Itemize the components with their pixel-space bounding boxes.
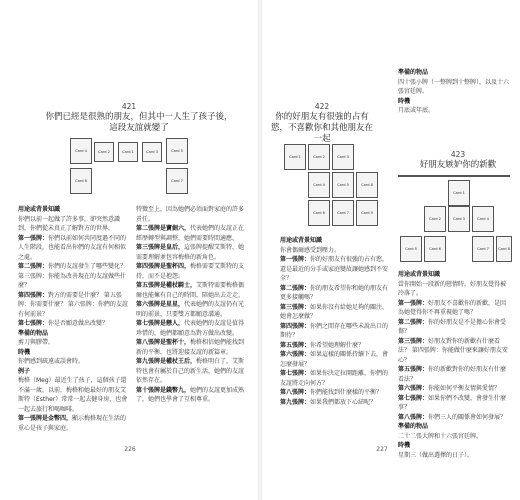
paragraph: 第一張牌是金幣四，顯示梅格現在生活的重心是孩子與家庭。 <box>18 415 127 432</box>
spread-number: 422 <box>314 102 330 111</box>
paragraph: 第十張牌是錢幣九，她們的友誼更加成熟了，她們也學會了互相尊重。 <box>136 386 245 403</box>
right-column-2 <box>398 270 510 459</box>
paragraph: 第一張牌：好朋友不喜歡你的新歡，是因為她覺得你不再重視她了嗎？ <box>398 299 507 316</box>
paragraph: 時機 <box>398 97 411 105</box>
card: Card 1 <box>284 144 306 170</box>
paragraph: 第四張牌：對方的需要是什麼？ 第五張牌：你需要什麼？ 第六張牌：你們的友誼有何前景？ <box>18 291 128 318</box>
card: Card 3 <box>332 144 354 170</box>
paragraph: 第七張牌是戀人，代表她們的友誼是值得珍惜的，她們都願意為對方做出改變。 <box>136 320 245 337</box>
right-column-2-top <box>398 68 510 114</box>
paragraph: 第六張牌：你能如何平衡友情與愛情？ <box>398 385 501 392</box>
page-number: 226 <box>124 446 136 453</box>
paragraph: 第三張牌：好朋友對你的新歡有什麼看法？ 第四張牌：你能做什麼來讓好朋友安心？ <box>398 337 508 364</box>
card: Card 1 <box>118 142 138 162</box>
right-page <box>262 0 520 500</box>
paragraph: 第四張牌：你們之間存在哪些未說出口的期待？ <box>280 322 389 339</box>
paragraph: 你們感到疏遠或誤會時。 <box>18 358 85 365</box>
paragraph: 第二張牌是寶劍六，代表她們的友誼正在經歷轉型與調整，她們需要時間適應。 <box>136 225 245 242</box>
paragraph: 用途或背景知識 <box>18 206 61 213</box>
card: Card 4 <box>308 172 330 198</box>
paragraph: 準備的物品 <box>398 423 429 430</box>
left-page <box>0 0 258 500</box>
card: Card 1 <box>448 180 470 206</box>
card: Card 9 <box>356 200 378 226</box>
card: Card 5 <box>332 172 354 198</box>
paragraph: 時機 <box>18 348 31 356</box>
card: Card 2 <box>94 142 114 162</box>
paragraph: 第五張牌：你的新歡對你的好朋友有什麼看法？ <box>398 366 507 383</box>
right-column-1 <box>280 236 392 436</box>
paragraph: 第八張牌：你們能找到什麼樣的平衡？ <box>280 389 383 396</box>
paragraph: 當你開始一段新的戀情時，好朋友覺得被冷落了。 <box>398 280 507 297</box>
paragraph: 特徵至上，因為她們必須面對家庭的許多責任。 <box>136 206 245 223</box>
paragraph: 月底或年底。 <box>398 107 435 114</box>
paragraph: 四十張小牌（一整牌到十整牌），以及十六張宮廷牌。 <box>398 78 510 95</box>
card: Card 3 <box>448 206 470 232</box>
paragraph: 星期三（做出選擇的日子）。 <box>398 451 474 459</box>
paragraph: 第五張牌：你希望她理解什麼？ <box>280 341 365 349</box>
paragraph: 時機 <box>398 442 411 449</box>
left-column-1 <box>18 205 130 435</box>
paragraph: 第一張牌：你的好朋友有很強的占有慾，還是最近的分手或家庭變故讓她感到不安全？ <box>280 256 389 282</box>
card: Card 6 <box>70 168 92 194</box>
card: Card 4 <box>70 138 92 164</box>
paragraph: 第一張牌：你們以前如何共同度過不同的人生階段，也能看出你們的友誼有何相似之處。 <box>18 234 127 261</box>
paragraph: 第五張牌是權杖騎士，艾斯特需要梅格偶爾也能擁有自己的時間，陪她出去走走。 <box>136 282 245 299</box>
card: Card 7 <box>472 236 494 262</box>
card: Card 3 <box>142 142 162 162</box>
spread-title: 你們已經是很熟的朋友，但其中一人生了孩子後，這段友誼就變了 <box>45 112 233 133</box>
left-column-2 <box>136 205 248 435</box>
paragraph: 你們以前一起做了許多事，卻突然意識到，你們從未真正了解對方的世界。 <box>18 215 121 232</box>
paragraph: 第四張牌是聖杯四，梅格需要艾斯特的支持，而不是抱怨。 <box>136 263 245 280</box>
paragraph: 第九張牌是權杖王后，梅格明白了，艾斯特也會有屬於自己的新生活，她們的友誼依然存在。 <box>136 358 245 384</box>
paragraph: 第二張牌：你的朋友希望你和她的朋友有更多接觸嗎？ <box>280 284 389 301</box>
paragraph: 你會偶爾感受到壓力。 <box>280 246 341 254</box>
paragraph: 第九張牌：如果我們都放下心結呢？ <box>280 398 377 406</box>
spread-title: 好朋友嫉妒你的新歡 <box>419 160 497 170</box>
card: Card 6 <box>424 236 446 262</box>
paragraph: 第二張牌：你的好朋友是不是擔心你會受傷？ <box>398 318 507 335</box>
paragraph: 第七張牌：如果你決定拉開距離，你們的友誼將走向何方？ <box>280 370 389 387</box>
page-number: 227 <box>376 446 388 453</box>
card: Card 8 <box>356 172 378 198</box>
paragraph: 用途或背景知識 <box>398 271 441 278</box>
paragraph: 剪刀與膠帶。 <box>18 339 55 346</box>
paragraph: 例子 <box>18 367 31 375</box>
paragraph: 準備的物品 <box>18 329 49 337</box>
spread-title: 你的好朋友有很強的占有慾，不喜歡你和其他朋友在一起 <box>270 112 373 144</box>
card: Card 5 <box>400 236 422 262</box>
card: Card 6 <box>308 200 330 226</box>
paragraph: 準備的物品 <box>398 69 429 76</box>
title-underline <box>398 175 510 177</box>
card: Card 5 <box>166 138 188 164</box>
paragraph: 第二張牌：你們的友誼發生了哪些變化？ 第三張牌：你能為改善現在的友誼做些什麼？ <box>18 263 127 289</box>
paragraph: 第八張牌是聖杯十，梅格相信她們能找到新的平衡，也將迎接友誼的新篇章。 <box>136 339 245 356</box>
card: Card 7 <box>332 200 354 226</box>
paragraph: 第七張牌：如果你們不改變，會發生什麼事？ <box>398 394 507 411</box>
paragraph: 第三張牌是皇后，這張牌提醒艾斯特，她需要理解並包容梅格的新角色。 <box>136 244 245 261</box>
paragraph: 第三張牌：如果你沒有給她足夠的關注，她會怎麼做？ <box>280 303 389 320</box>
spread-number: 423 <box>450 150 466 159</box>
card: Card 2 <box>424 206 446 232</box>
card: Card 7 <box>166 168 188 194</box>
card: Card 4 <box>472 206 494 232</box>
paragraph: 第六張牌是星星，代表她們的友誼仍有光明的前景，只要雙方都願意溝通。 <box>136 301 245 318</box>
paragraph: 第八張牌：你們三人的關係會如何發展？ <box>398 413 507 421</box>
paragraph: 第七張牌：你是否願意做出改變？ <box>18 320 109 327</box>
paragraph: 第六張牌：如果這樣的關係持續下去，會怎麼發展？ <box>280 351 389 368</box>
card: Card 8 <box>496 236 512 262</box>
paragraph: 梅格（Meg）最近生了孩子，這個孩子還不滿一歲。以前，梅格和她最好的朋友艾斯特（Esther）常常一起去健身房，也會一起去旅行和喝咖啡。 <box>18 377 128 413</box>
paragraph: 用途或背景知識 <box>280 237 323 244</box>
card: Card 2 <box>308 144 330 170</box>
spread-number: 421 <box>121 102 137 111</box>
paragraph: 二十二張大牌和十六張宮廷牌。 <box>398 432 483 440</box>
